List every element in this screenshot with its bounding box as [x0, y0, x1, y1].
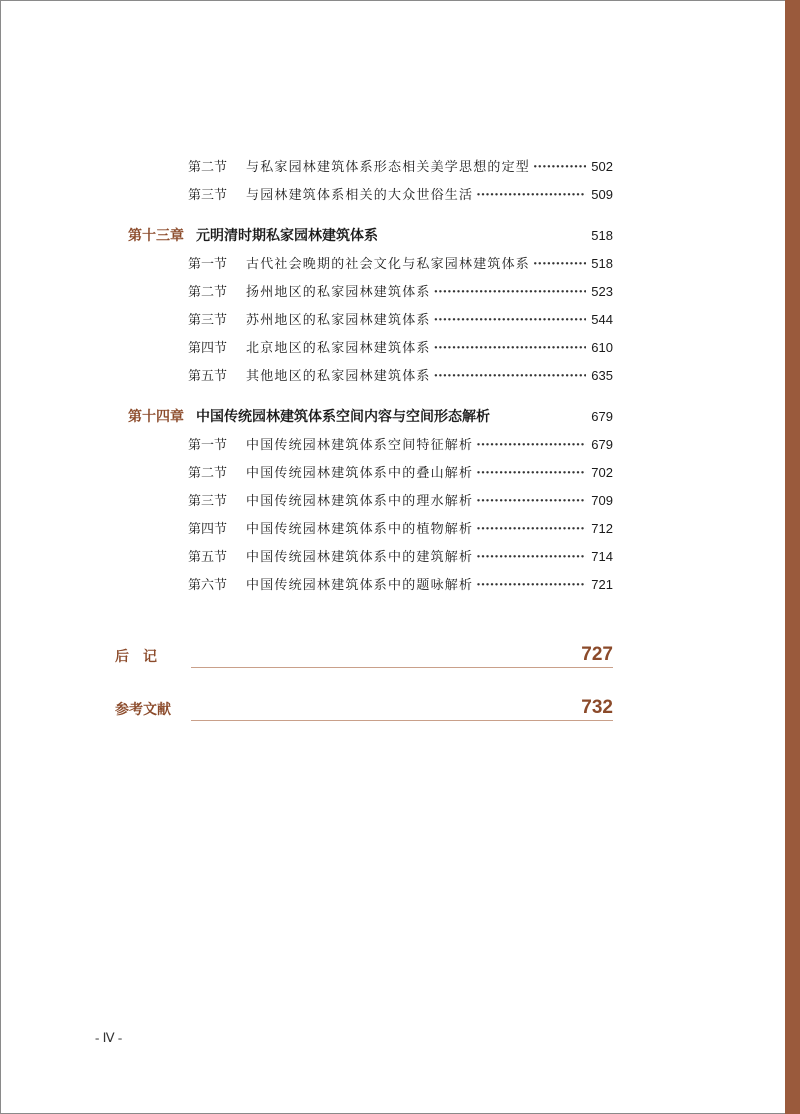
chapter-number: 第十三章 — [128, 228, 184, 244]
leader-dots — [434, 309, 586, 333]
section-title: 中国传统园林建筑体系中的理水解析 — [246, 494, 474, 509]
section-title: 苏州地区的私家园林建筑体系 — [246, 313, 431, 328]
toc-section-row[interactable] — [188, 336, 613, 360]
section-title: 北京地区的私家园林建筑体系 — [246, 341, 431, 356]
section-page: 523 — [591, 284, 613, 299]
section-number: 第五节 — [188, 369, 228, 384]
section-title: 与园林建筑体系相关的大众世俗生活 — [246, 188, 474, 203]
chapter-title: 中国传统园林建筑体系空间内容与空间形态解析 — [196, 409, 490, 425]
backmatter-label: 参考文献 — [115, 702, 171, 718]
toc-section-row[interactable] — [188, 280, 613, 304]
leader-dots — [434, 281, 586, 305]
section-number: 第二节 — [188, 160, 228, 175]
backmatter-label: 后 记 — [115, 649, 157, 665]
section-number: 第一节 — [188, 257, 228, 272]
section-number: 第三节 — [188, 494, 228, 509]
chapter-page: 518 — [591, 228, 613, 243]
section-title: 古代社会晚期的社会文化与私家园林建筑体系 — [246, 257, 531, 272]
section-page: 610 — [591, 340, 613, 355]
toc-section-row[interactable] — [188, 517, 613, 541]
toc-section-row[interactable] — [188, 155, 613, 179]
side-color-band — [785, 0, 800, 1114]
backmatter-rule — [191, 667, 613, 668]
section-title: 扬州地区的私家园林建筑体系 — [246, 285, 431, 300]
toc-backmatter-afterword[interactable] — [115, 642, 613, 672]
toc-section-row[interactable] — [188, 573, 613, 597]
leader-dots — [476, 434, 586, 458]
section-number: 第六节 — [188, 578, 228, 593]
leader-dots — [476, 574, 586, 598]
section-page: 721 — [591, 577, 613, 592]
toc-section-row[interactable] — [188, 461, 613, 485]
section-title: 与私家园林建筑体系形态相关美学思想的定型 — [246, 160, 531, 175]
section-number: 第二节 — [188, 285, 228, 300]
toc-section-row[interactable] — [188, 308, 613, 332]
section-title: 中国传统园林建筑体系空间特征解析 — [246, 438, 474, 453]
section-page: 502 — [591, 159, 613, 174]
toc-section-row[interactable] — [188, 433, 613, 457]
section-number: 第四节 — [188, 341, 228, 356]
chapter-number: 第十四章 — [128, 409, 184, 425]
leader-dots — [476, 546, 586, 570]
section-page: 712 — [591, 521, 613, 536]
section-title: 其他地区的私家园林建筑体系 — [246, 369, 431, 384]
backmatter-page: 732 — [581, 697, 613, 718]
section-title: 中国传统园林建筑体系中的建筑解析 — [246, 550, 474, 565]
leader-dots — [476, 518, 586, 542]
section-page: 544 — [591, 312, 613, 327]
toc-backmatter-references[interactable] — [115, 695, 613, 725]
section-number: 第三节 — [188, 188, 228, 203]
toc-section-row[interactable] — [188, 489, 613, 513]
chapter-page: 679 — [591, 409, 613, 424]
toc-chapter-row[interactable] — [128, 223, 613, 249]
section-title: 中国传统园林建筑体系中的叠山解析 — [246, 466, 474, 481]
leader-dots — [476, 490, 586, 514]
section-page: 702 — [591, 465, 613, 480]
toc-section-row[interactable] — [188, 545, 613, 569]
leader-dots — [476, 462, 586, 486]
section-number: 第四节 — [188, 522, 228, 537]
toc-section-row[interactable] — [188, 252, 613, 276]
page-folio: - Ⅳ - — [95, 1030, 123, 1045]
section-page: 679 — [591, 437, 613, 452]
toc-section-row[interactable] — [188, 183, 613, 207]
leader-dots — [533, 156, 586, 180]
section-title: 中国传统园林建筑体系中的题咏解析 — [246, 578, 474, 593]
section-number: 第五节 — [188, 550, 228, 565]
section-page: 518 — [591, 256, 613, 271]
leader-dots — [434, 365, 586, 389]
section-page: 709 — [591, 493, 613, 508]
section-number: 第三节 — [188, 313, 228, 328]
section-number: 第二节 — [188, 466, 228, 481]
section-page: 509 — [591, 187, 613, 202]
backmatter-rule — [191, 720, 613, 721]
section-title: 中国传统园林建筑体系中的植物解析 — [246, 522, 474, 537]
section-number: 第一节 — [188, 438, 228, 453]
chapter-title: 元明清时期私家园林建筑体系 — [196, 228, 378, 244]
toc-chapter-row[interactable] — [128, 404, 613, 430]
leader-dots — [476, 184, 586, 208]
leader-dots — [533, 253, 586, 277]
leader-dots — [434, 337, 586, 361]
toc-section-row[interactable] — [188, 364, 613, 388]
section-page: 714 — [591, 549, 613, 564]
section-page: 635 — [591, 368, 613, 383]
backmatter-page: 727 — [581, 644, 613, 665]
